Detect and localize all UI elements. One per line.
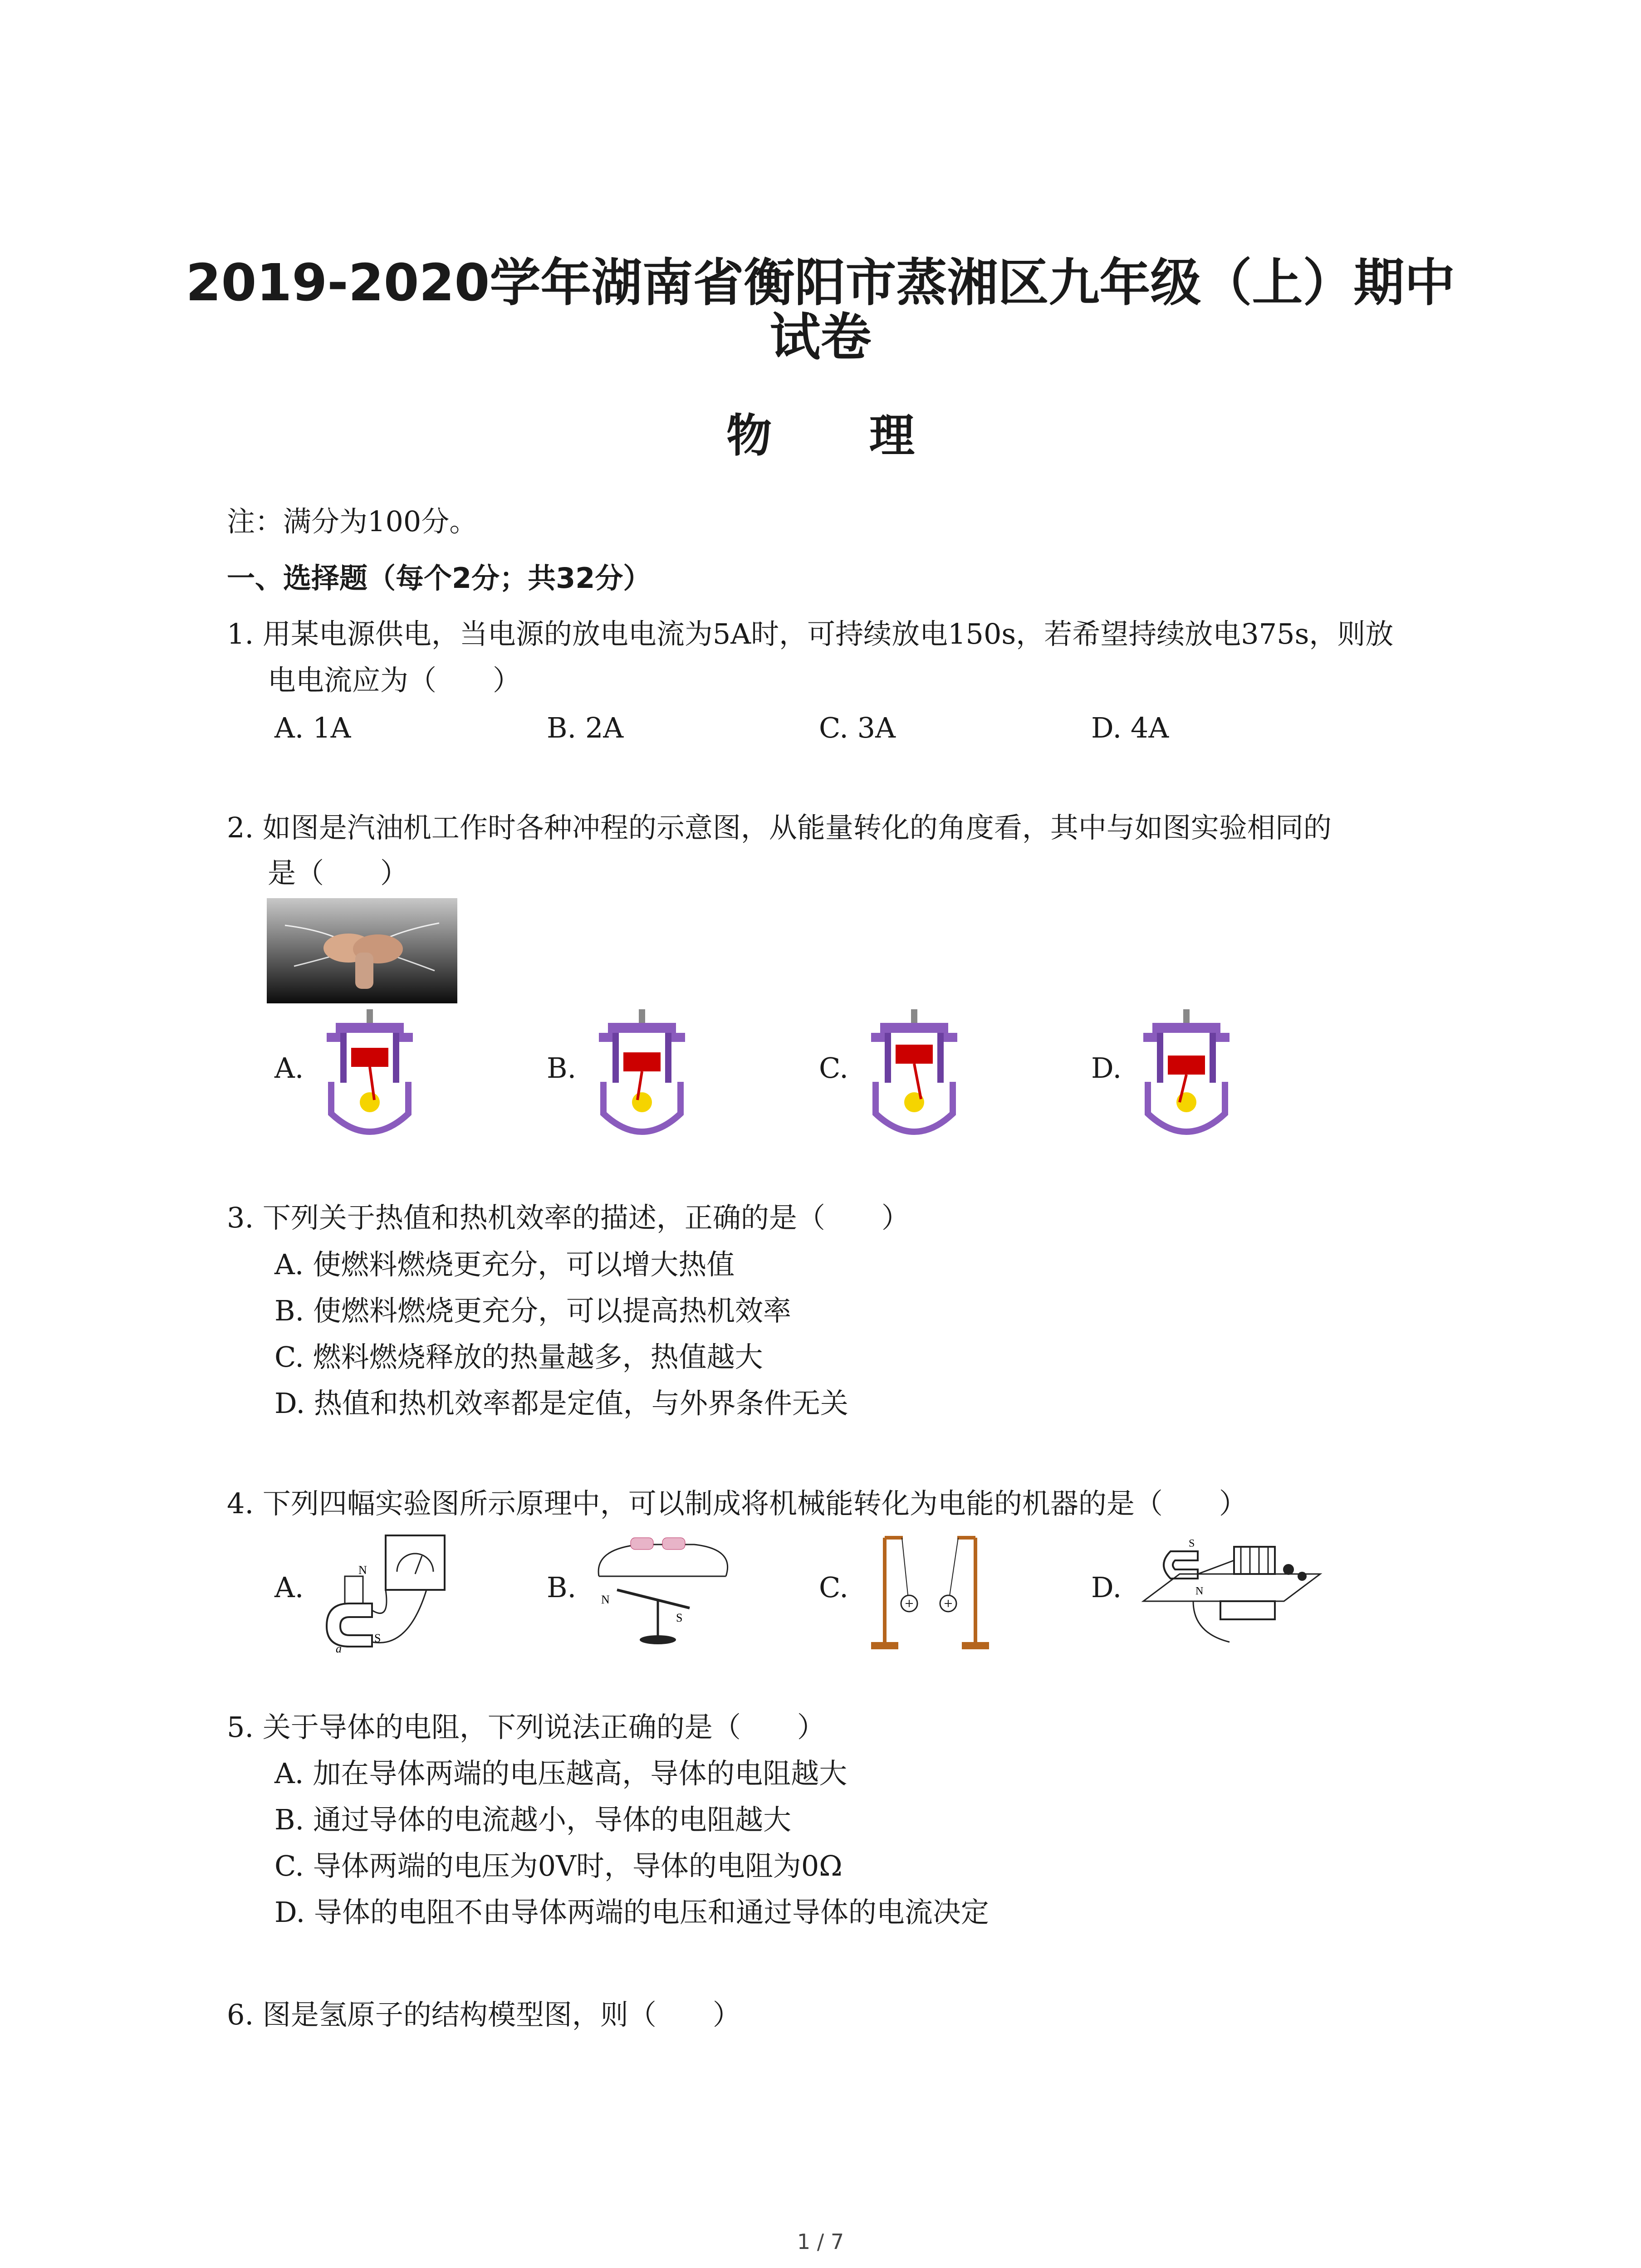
question-2-text: 2. 如图是汽油机工作时各种冲程的示意图，从能量转化的角度看，其中与如图实验相同的 (227, 811, 1332, 844)
q4-figure-c-charged-balls (867, 1529, 1003, 1656)
q3-option-d: D. 热值和热机效率都是定值，与外界条件无关 (274, 1387, 848, 1420)
q4a-label-s: S (374, 1632, 381, 1645)
q1-option-c: C. 3A (819, 711, 896, 744)
question-3-text: 3. 下列关于热值和热机效率的描述，正确的是（ ） (227, 1201, 910, 1234)
question-4-text: 4. 下列四幅实验图所示原理中，可以制成将机械能转化为电能的机器的是（ ） (227, 1487, 1247, 1520)
q4d-label-n: N (1195, 1585, 1204, 1597)
q2-option-a: A. (274, 1051, 304, 1085)
q4a-label-n: N (358, 1564, 367, 1577)
q1-option-d: D. 4A (1091, 711, 1169, 744)
score-note: 注：满分为100分。 (227, 505, 478, 538)
exam-title-line2: 试卷 (769, 308, 872, 367)
q4-option-d: D. (1091, 1571, 1122, 1604)
q1-option-a: A. 1A (274, 711, 351, 744)
q2-option-b: B. (547, 1051, 577, 1085)
q4-figure-b-oersted (590, 1531, 740, 1649)
q2-option-c: C. (819, 1051, 848, 1085)
page-number: 1 / 7 (797, 2229, 844, 2254)
engine-stroke-a (318, 1009, 422, 1141)
q4-option-c: C. (819, 1571, 848, 1604)
question-5-text: 5. 关于导体的电阻，下列说法正确的是（ ） (227, 1711, 825, 1744)
exam-title-line1: 2019-2020学年湖南省衡阳市蒸湘区九年级（上）期中 (186, 254, 1455, 313)
engine-stroke-d (1134, 1009, 1239, 1141)
q4-option-a: A. (274, 1571, 304, 1604)
q2-option-d: D. (1091, 1051, 1122, 1085)
q5-option-a: A. 加在导体两端的电压越高，导体的电阻越大 (274, 1757, 847, 1790)
q4-option-b: B. (547, 1571, 577, 1604)
q3-option-c: C. 燃料燃烧释放的热量越多，热值越大 (274, 1340, 763, 1374)
rubbing-hands-photo (267, 898, 457, 1003)
q4-figure-d-motor (1139, 1533, 1329, 1647)
q4a-label-a: a (336, 1642, 342, 1655)
section-heading: 一、选择题（每个2分；共32分） (227, 562, 652, 595)
q3-option-b: B. 使燃料燃烧更充分，可以提高热机效率 (274, 1294, 791, 1327)
engine-stroke-c (862, 1009, 966, 1141)
q5-option-d: D. 导体的电阻不由导体两端的电压和通过导体的电流决定 (274, 1896, 989, 1929)
q1-option-b: B. 2A (547, 711, 624, 744)
q4b-label-n: N (601, 1593, 610, 1606)
question-1-text: 1. 用某电源供电，当电源的放电电流为5A时，可持续放电150s，若希望持续放电375s，则放 (227, 617, 1394, 650)
subject-heading: 物 理 (726, 409, 955, 462)
q5-option-c: C. 导体两端的电压为0V时，导体的电阻为0Ω (274, 1849, 843, 1882)
question-6-text: 6. 图是氢原子的结构模型图，则（ ） (227, 1998, 741, 2031)
q3-option-a: A. 使燃料燃烧更充分，可以增大热值 (274, 1248, 735, 1281)
q4d-label-s: S (1189, 1538, 1195, 1549)
engine-stroke-b (590, 1009, 694, 1141)
question-1-text-cont: 电电流应为（ ） (268, 664, 521, 697)
q5-option-b: B. 通过导体的电流越小，导体的电阻越大 (274, 1803, 791, 1836)
question-2-text-cont: 是（ ） (268, 856, 409, 890)
q4-figure-a-generator (318, 1531, 463, 1653)
q4b-label-s: S (676, 1611, 683, 1624)
